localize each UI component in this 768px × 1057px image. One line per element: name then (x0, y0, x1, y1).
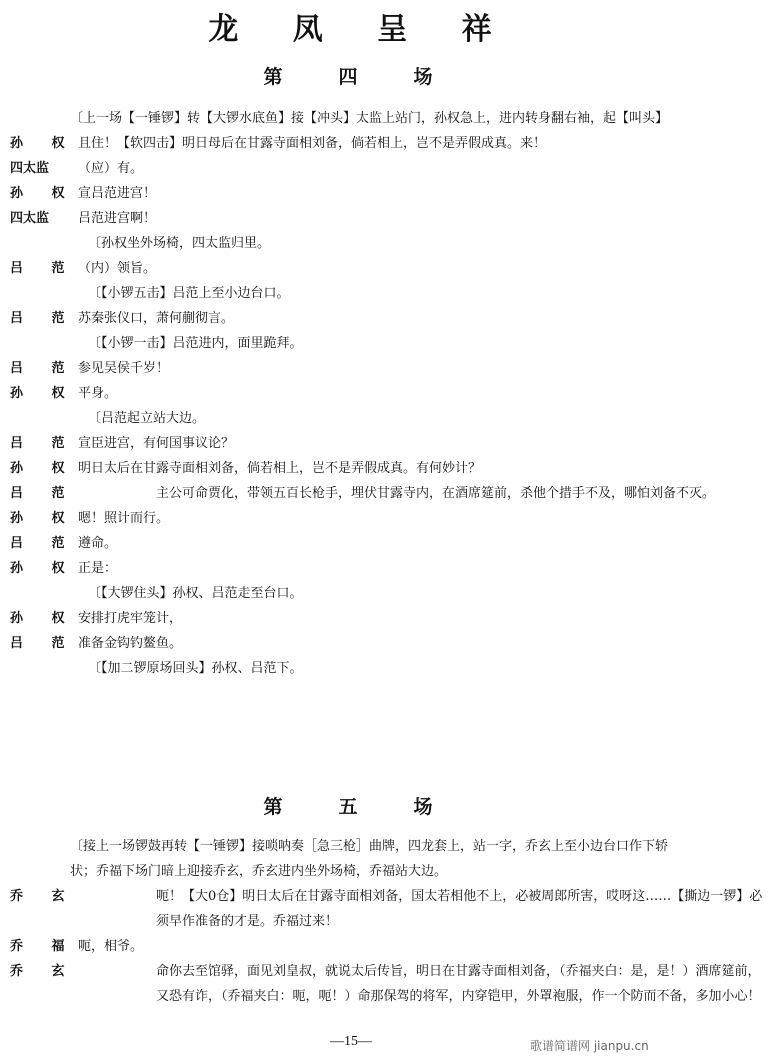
speaker-name: 吕 范 (10, 361, 77, 376)
dialogue-text: 宣臣进宫，有何国事议论？ (78, 436, 235, 451)
dialogue-text: 明日太后在甘露寺面相刘备，倘若相上，岂不是弄假成真。有何妙计？ (78, 461, 482, 476)
dialogue-line (0, 431, 700, 456)
dialogue-line (0, 884, 763, 934)
scene-4-heading-2: 四 (338, 66, 362, 88)
page-number: —15— (330, 1034, 372, 1049)
dialogue-line (0, 456, 700, 481)
dialogue-line (0, 381, 700, 406)
dialogue-text: 安排打虎牢笼计， (78, 611, 183, 626)
dialogue-line (0, 934, 700, 959)
dialogue-line (0, 506, 700, 531)
watermark: 歌谱简谱网 jianpu.cn (530, 1039, 649, 1053)
speaker-name: 孙 权 (10, 386, 77, 401)
stage-direction: 〔孙权坐外场椅，四太监归里。 (88, 236, 271, 251)
dialogue-text: 呃，相爷。 (78, 939, 144, 954)
speaker-name: 吕 范 (10, 261, 77, 276)
scene-4-body (0, 106, 716, 681)
dialogue-text: 平身。 (78, 386, 118, 401)
speaker-name: 孙 权 (10, 561, 77, 576)
dialogue-text: 主公可命贾化，带领五百长枪手，埋伏甘露寺内，在酒席筵前，杀他个措手不及，哪怕刘备不灭。 (156, 486, 716, 501)
dialogue-text: 嗯！照计而行。 (78, 511, 170, 526)
dialogue-line (0, 131, 700, 156)
dialogue-text: 遵命。 (78, 536, 118, 551)
dialogue-line (0, 181, 700, 206)
dialogue-line (0, 959, 761, 1009)
dialogue-text: （内）领旨。 (78, 261, 157, 276)
stage-direction: 〔吕范起立站大边。 (88, 411, 206, 426)
scene-5-heading-3: 场 (413, 796, 437, 818)
dialogue-line (0, 531, 700, 556)
dialogue-line (0, 606, 700, 631)
stage-direction: 〔【小锣五击】吕范上至小边台口。 (88, 286, 290, 301)
dialogue-line (0, 156, 700, 181)
speaker-name: 吕 范 (10, 536, 77, 551)
speaker-name: 孙 权 (10, 136, 77, 151)
speaker-name: 孙 权 (10, 611, 77, 626)
speaker-name: 孙 权 (10, 186, 77, 201)
dialogue-text: 准备金钩钓鳌鱼。 (78, 636, 183, 651)
dialogue-text: 参见吴侯千岁！ (78, 361, 170, 376)
dialogue-text: 宣吕范进宫！ (78, 186, 157, 201)
dialogue-line (0, 631, 700, 656)
speaker-name: 孙 权 (10, 511, 77, 526)
speaker-name: 乔 玄 (10, 889, 77, 904)
scene-5-opening-stage-direction: 〔接上一场锣鼓再转【一锤锣】接唢呐奏［急三枪］曲牌，四龙套上，站一字，乔玄上至小边台口作下轿状；乔福下场门暗上迎接乔玄，乔玄进内坐外场椅，乔福站大边。 (70, 839, 669, 879)
dialogue-line (0, 556, 700, 581)
dialogue-text: 苏秦张仪口，萧何蒯彻言。 (78, 311, 235, 326)
play-title: 龙 凤 呈 祥 (208, 12, 514, 47)
speaker-name: 孙 权 (10, 461, 77, 476)
dialogue-line (0, 256, 700, 281)
speaker-name: 吕 范 (10, 636, 77, 651)
dialogue-text: 吕范进宫啊！ (78, 211, 157, 226)
scene-5-body (0, 834, 763, 1009)
scene-5-heading-1: 第 (263, 796, 287, 818)
dialogue-text: 呃！【大0仓】明日太后在甘露寺面相刘备，国太若相他不上，必被周郎所害，哎呀这……【撕边一锣】必须早作准备的才是。乔福过来！ (156, 889, 763, 929)
dialogue-line (0, 206, 700, 231)
scene-5-heading (0, 792, 700, 819)
stage-direction: 〔【大锣住头】孙权、吕范走至台口。 (88, 586, 303, 601)
speaker-name: 四太监 (10, 211, 50, 226)
dialogue-line (0, 306, 700, 331)
speaker-name: 四太监 (10, 161, 50, 176)
dialogue-line (0, 481, 716, 506)
scene-4-heading-1: 第 (263, 66, 287, 88)
scene-4-heading-3: 场 (413, 66, 437, 88)
scene-4-opening-stage-direction: 〔上一场【一锤锣】转【大锣水底鱼】接【冲头】太监上站门，孙权急上，进内转身翻右袖，起【叫头】 (70, 111, 669, 126)
scene-4-heading (0, 62, 700, 89)
speaker-name: 吕 范 (10, 486, 77, 501)
dialogue-text: 且住！【软四击】明日母后在甘露寺面相刘备，倘若相上，岂不是弄假成真。来！ (78, 136, 547, 151)
speaker-name: 吕 范 (10, 311, 77, 326)
dialogue-text: 命你去至馆驿，面见刘皇叔，就说太后传旨，明日在甘露寺面相刘备，（乔福夹白：是，是！）酒席筵前，又恐有诈，（乔福夹白：呃，呃！）命那保驾的将军，内穿铠甲，外罩袍服，作一个防而不备，多加小心！ (156, 964, 761, 1004)
stage-direction: 〔【加二锣原场回头】孙权、吕范下。 (88, 661, 303, 676)
stage-direction: 〔【小锣一击】吕范进内，面里跪拜。 (88, 336, 303, 351)
speaker-name: 乔 玄 (10, 964, 77, 979)
speaker-name: 乔 福 (10, 939, 77, 954)
speaker-name: 吕 范 (10, 436, 77, 451)
dialogue-text: 正是： (78, 561, 118, 576)
scene-5-heading-2: 五 (338, 796, 362, 818)
dialogue-text: （应）有。 (78, 161, 144, 176)
dialogue-line (0, 356, 700, 381)
